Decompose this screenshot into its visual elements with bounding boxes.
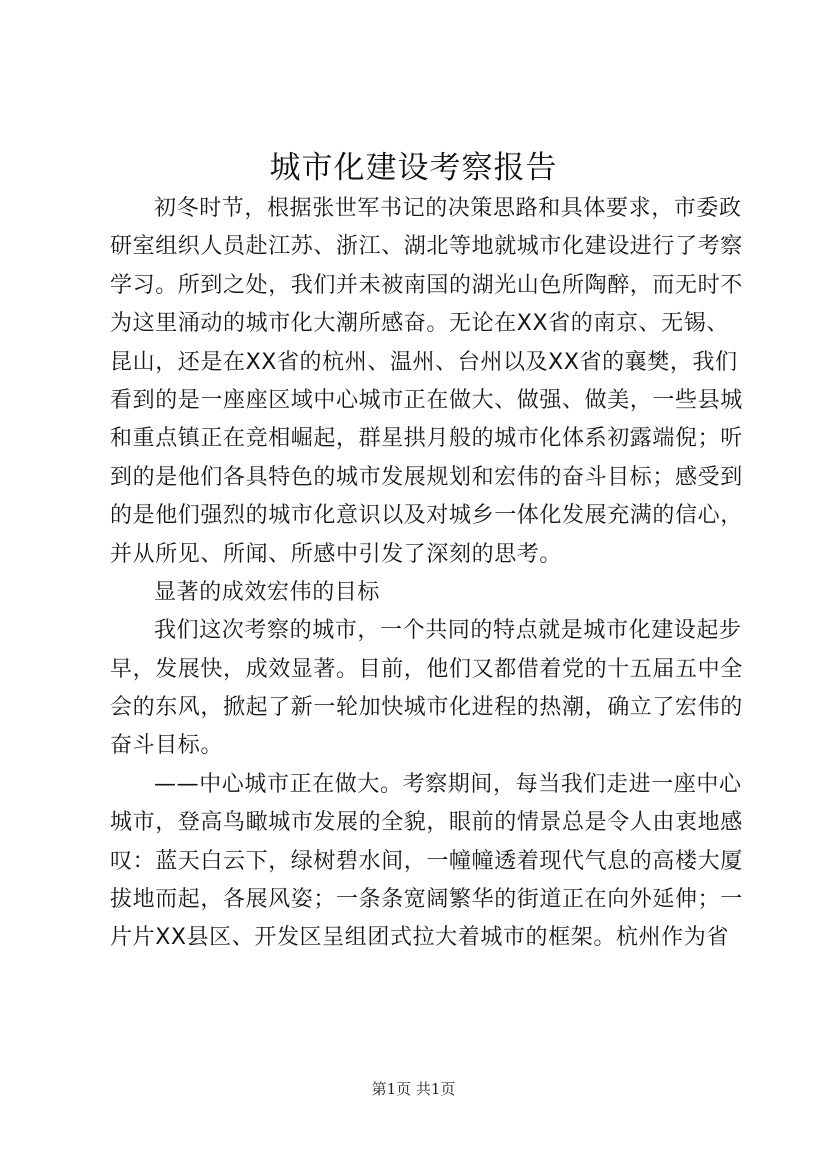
text-line: 片片XX县区、开发区呈组团式拉大着城市的框架。杭州作为省 <box>110 925 729 951</box>
document-title: 城市化建设考察报告 <box>269 150 558 186</box>
text-line: 看到的是一座座区域中心城市正在做大、做强、做美，一些县城 <box>110 387 743 413</box>
text-line: 我们这次考察的城市，一个共同的特点就是城市化建设起步 <box>154 618 742 644</box>
text-line: 奋斗目标。 <box>110 733 224 759</box>
text-line: 会的东风，掀起了新一轮加快城市化进程的热潮，确立了宏伟的 <box>110 695 743 721</box>
text-line: 初冬时节，根据张世军书记的决策思路和具体要求，市委政 <box>154 196 742 221</box>
text-line: 到的是他们各具特色的城市发展规划和宏伟的奋斗目标；感受到 <box>110 464 743 490</box>
document-body <box>110 190 743 958</box>
text-line: 的是他们强烈的城市化意识以及对城乡一体化发展充满的信心， <box>110 503 743 529</box>
text-line: 研室组织人员赴江苏、浙江、湖北等地就城市化建设进行了考察 <box>110 234 743 260</box>
text-line: 城市，登高鸟瞰城市发展的全貌，眼前的情景总是令人由衷地感 <box>110 810 743 836</box>
text-line: 早，发展快，成效显著。目前，他们又都借着党的十五届五中全 <box>110 656 743 682</box>
text-line: 显著的成效宏伟的目标 <box>154 579 381 605</box>
page-footer: 第1页 共1页 <box>371 1080 456 1098</box>
text-line: 学习。所到之处，我们并未被南国的湖光山色所陶醉，而无时不 <box>110 272 743 298</box>
text-line: 叹：蓝天白云下，绿树碧水间，一幢幢透着现代气息的高楼大厦 <box>110 848 743 874</box>
text-line: 昆山，还是在XX省的杭州、温州、台州以及XX省的襄樊，我们 <box>110 349 738 375</box>
text-line: 和重点镇正在竞相崛起，群星拱月般的城市化体系初露端倪；听 <box>110 426 743 452</box>
text-line: ——中心城市正在做大。考察期间，每当我们走进一座中心 <box>154 771 742 797</box>
text-line: 并从所见、所闻、所感中引发了深刻的思考。 <box>110 541 563 567</box>
text-line: 为这里涌动的城市化大潮所感奋。无论在XX省的南京、无锡、 <box>110 311 729 337</box>
text-line: 拔地而起，各展风姿；一条条宽阔繁华的街道正在向外延伸；一 <box>110 887 743 913</box>
